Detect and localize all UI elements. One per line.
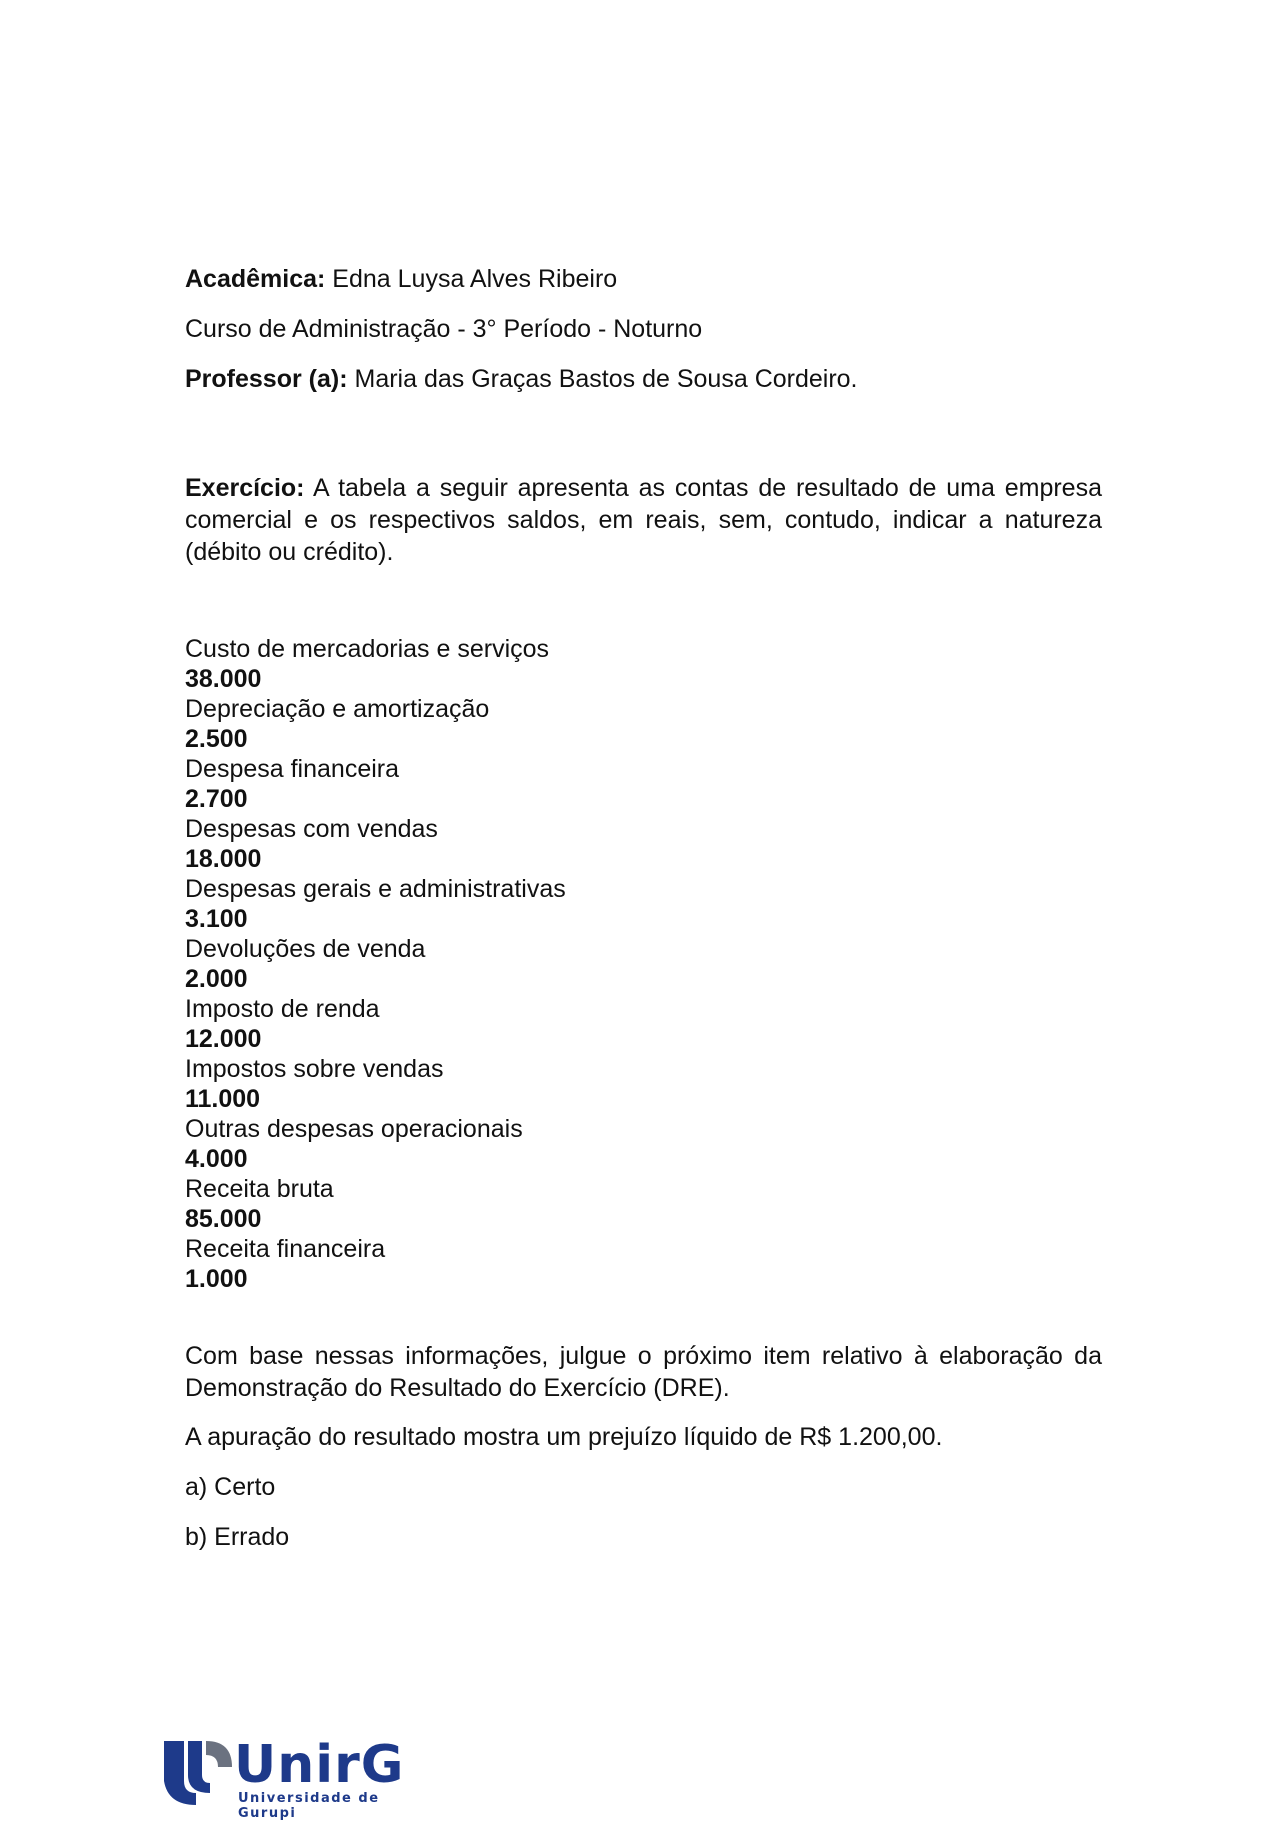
account-name: Custo de mercadorias e serviços bbox=[185, 635, 550, 663]
account-name: Despesas gerais e administrativas bbox=[185, 875, 566, 903]
list-item bbox=[185, 634, 1102, 694]
course-line: Curso de Administração - 3° Período - Noturno bbox=[185, 315, 703, 343]
exercise-text: A tabela a seguir apresenta as contas de resultado de uma empresa comercial e os respectivos saldos, em reais, sem, contudo, indicar a natureza (débito ou crédito). bbox=[185, 474, 1102, 566]
academica-label: Acadêmica: bbox=[185, 265, 326, 293]
account-name: Despesas com vendas bbox=[185, 815, 438, 843]
question-statement: A apuração do resultado mostra um prejuízo líquido de R$ 1.200,00. bbox=[185, 1423, 943, 1451]
list-item bbox=[185, 1054, 1102, 1114]
account-value: 3.100 bbox=[185, 905, 248, 933]
account-name: Outras despesas operacionais bbox=[185, 1115, 523, 1143]
academica-line bbox=[185, 262, 1102, 296]
account-value: 1.000 bbox=[185, 1265, 248, 1293]
university-logo bbox=[162, 1735, 422, 1821]
account-value: 38.000 bbox=[185, 665, 262, 693]
option-a: a) Certo bbox=[185, 1473, 276, 1501]
account-value: 12.000 bbox=[185, 1025, 262, 1053]
account-name: Devoluções de venda bbox=[185, 935, 426, 963]
academica-name: Edna Luysa Alves Ribeiro bbox=[325, 265, 618, 293]
list-item bbox=[185, 1234, 1102, 1294]
list-item bbox=[185, 754, 1102, 814]
document-page bbox=[185, 262, 1102, 1570]
logo-wordmark: UnirG bbox=[234, 1735, 405, 1795]
list-item bbox=[185, 934, 1102, 994]
list-item bbox=[185, 994, 1102, 1054]
exercise-label: Exercício: bbox=[185, 474, 305, 502]
option-b: b) Errado bbox=[185, 1523, 290, 1551]
logo-subtitle: Universidade de Gurupi bbox=[238, 1791, 380, 1821]
professor-line bbox=[185, 362, 1102, 396]
account-name: Imposto de renda bbox=[185, 995, 380, 1023]
list-item bbox=[185, 1114, 1102, 1174]
logo-mark-icon bbox=[162, 1737, 234, 1807]
account-value: 2.000 bbox=[185, 965, 248, 993]
account-value: 2.700 bbox=[185, 785, 248, 813]
account-value: 2.500 bbox=[185, 725, 248, 753]
account-name: Despesa financeira bbox=[185, 755, 400, 783]
account-value: 18.000 bbox=[185, 845, 262, 873]
professor-name: Maria das Graças Bastos de Sousa Cordeiro. bbox=[347, 365, 858, 393]
exercise-paragraph bbox=[185, 472, 1102, 568]
question-intro: Com base nessas informações, julgue o próximo item relativo à elaboração da Demonstração do Resultado do Exercício (DRE). bbox=[185, 1342, 1102, 1402]
account-value: 4.000 bbox=[185, 1145, 248, 1173]
account-name: Depreciação e amortização bbox=[185, 695, 490, 723]
list-item bbox=[185, 1174, 1102, 1234]
account-name: Receita financeira bbox=[185, 1235, 386, 1263]
list-item bbox=[185, 874, 1102, 934]
account-name: Receita bruta bbox=[185, 1175, 334, 1203]
list-item bbox=[185, 814, 1102, 874]
accounts-list bbox=[185, 634, 1102, 1294]
professor-label: Professor (a): bbox=[185, 365, 348, 393]
account-value: 11.000 bbox=[185, 1085, 261, 1113]
account-value: 85.000 bbox=[185, 1205, 262, 1233]
list-item bbox=[185, 694, 1102, 754]
account-name: Impostos sobre vendas bbox=[185, 1055, 444, 1083]
